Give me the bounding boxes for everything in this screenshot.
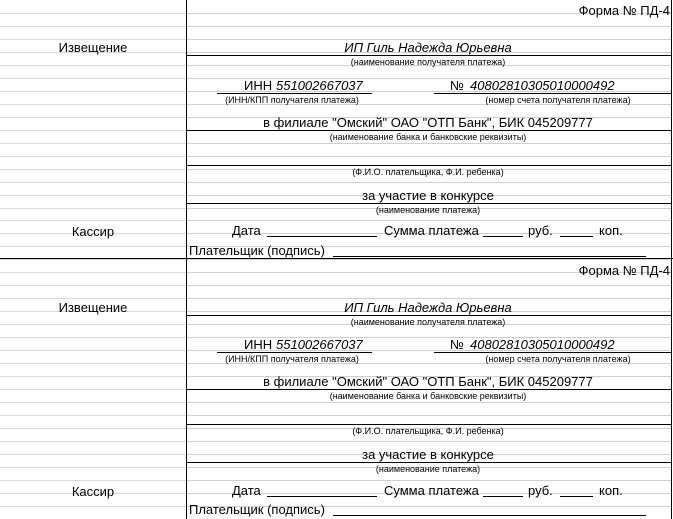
inn-label: ИНН	[244, 337, 273, 352]
inn-line	[217, 93, 372, 94]
grid-row-line	[0, 337, 186, 338]
payee-caption: (наименование получателя платежа)	[350, 317, 506, 327]
payer-line	[186, 165, 672, 166]
grid-row-line	[187, 156, 672, 157]
grid-row-line	[0, 402, 186, 403]
account-value: 40802810305010000492	[470, 78, 615, 93]
form-number: Форма № ПД-4	[578, 263, 670, 278]
grid-row-line	[0, 415, 186, 416]
date-label: Дата	[232, 223, 261, 238]
grid-row-line	[187, 402, 672, 403]
inn-value: 551002667037	[276, 337, 363, 352]
grid-row-line	[0, 182, 186, 183]
grid-row-line	[187, 143, 672, 144]
grid-row-line	[187, 259, 672, 260]
grid-row-line	[187, 182, 672, 183]
date-blank	[267, 224, 377, 237]
date-label: Дата	[232, 483, 261, 498]
account-label: №	[450, 337, 464, 352]
inn-caption: (ИНН/КПП получателя платежа)	[225, 95, 359, 105]
inn-label: ИНН	[244, 78, 273, 93]
signature-label: Плательщик (подпись)	[189, 243, 325, 258]
grid-row-line	[0, 78, 186, 79]
grid-row-line	[0, 454, 186, 455]
account-caption: (номер счета получателя платежа)	[485, 354, 631, 364]
bank-caption: (наименование банка и банковские реквизиты)	[329, 132, 527, 142]
account-value: 40802810305010000492	[470, 337, 615, 352]
form-number: Форма № ПД-4	[578, 3, 670, 18]
grid-row-line	[187, 415, 672, 416]
notice-label: Извещение	[58, 40, 128, 55]
rub-label: руб.	[528, 223, 553, 238]
kop-label: коп.	[599, 223, 623, 238]
date-blank	[267, 484, 377, 497]
grid-row-line	[187, 298, 672, 299]
right-border	[671, 0, 672, 519]
grid-row-line	[0, 506, 186, 507]
grid-row-line	[0, 195, 186, 196]
signature-blank	[333, 503, 646, 516]
grid-row-line	[0, 117, 186, 118]
payee-line	[186, 315, 672, 316]
bank-caption: (наименование банка и банковские реквизиты)	[329, 391, 527, 401]
purpose-line	[186, 203, 672, 204]
grid-row-line	[0, 480, 186, 481]
grid-row-line	[0, 350, 186, 351]
inn-caption: (ИНН/КПП получателя платежа)	[225, 354, 359, 364]
inn-line	[217, 352, 372, 353]
payment-purpose: за участие в конкурсе	[362, 188, 494, 203]
grid-row-line	[0, 363, 186, 364]
account-label: №	[450, 78, 464, 93]
grid-row-line	[0, 467, 186, 468]
grid-row-line	[0, 91, 186, 92]
grid-row-line	[0, 220, 186, 221]
grid-row-line	[187, 441, 672, 442]
rub-blank	[483, 224, 523, 237]
grid-row-line	[0, 65, 186, 66]
cashier-label: Кассир	[71, 224, 115, 239]
cashier-label: Кассир	[71, 484, 115, 499]
rub-blank	[483, 484, 523, 497]
grid-row-line	[0, 259, 186, 260]
inn-value: 551002667037	[276, 78, 363, 93]
grid-row-line	[0, 143, 186, 144]
bank-details: в филиале "Омский" ОАО "ОТП Банк", БИК 045209777	[263, 374, 593, 389]
payee-line	[186, 55, 672, 56]
kop-blank	[560, 484, 593, 497]
grid-row-line	[0, 272, 186, 273]
grid-row-line	[0, 208, 186, 209]
grid-row-line	[0, 428, 186, 429]
grid-row-line	[0, 26, 186, 27]
purpose-caption: (наименование платежа)	[375, 464, 481, 474]
grid-row-line	[187, 26, 672, 27]
signature-label: Плательщик (подпись)	[189, 502, 325, 517]
rub-label: руб.	[528, 483, 553, 498]
bank-line	[186, 130, 672, 131]
grid-row-line	[0, 156, 186, 157]
payee-caption: (наименование получателя платежа)	[350, 57, 506, 67]
account-line	[434, 93, 672, 94]
account-caption: (номер счета получателя платежа)	[485, 95, 631, 105]
column-divider	[186, 0, 187, 519]
account-line	[434, 352, 672, 353]
sum-label: Сумма платежа	[384, 483, 479, 498]
grid-row-line	[0, 298, 186, 299]
payer-caption: (Ф.И.О. плательщика, Ф.И. ребенка)	[352, 167, 504, 177]
grid-row-line	[0, 441, 186, 442]
purpose-caption: (наименование платежа)	[375, 205, 481, 215]
grid-row-line	[187, 220, 672, 221]
grid-row-line	[0, 324, 186, 325]
payer-caption: (Ф.И.О. плательщика, Ф.И. ребенка)	[352, 426, 504, 436]
grid-row-line	[0, 389, 186, 390]
grid-row-line	[187, 285, 672, 286]
grid-row-line	[0, 13, 186, 14]
grid-row-line	[187, 480, 672, 481]
notice-label: Извещение	[58, 300, 128, 315]
payer-line	[186, 424, 672, 425]
grid-row-line	[0, 130, 186, 131]
payee-name: ИП Гиль Надежда Юрьевна	[344, 40, 512, 55]
payee-name: ИП Гиль Надежда Юрьевна	[344, 300, 512, 315]
slip-separator	[0, 258, 673, 259]
grid-row-line	[0, 376, 186, 377]
grid-row-line	[0, 246, 186, 247]
kop-blank	[560, 224, 593, 237]
purpose-line	[186, 462, 672, 463]
grid-row-line	[0, 104, 186, 105]
bank-details: в филиале "Омский" ОАО "ОТП Банк", БИК 045209777	[263, 115, 593, 130]
bank-line	[186, 389, 672, 390]
payment-purpose: за участие в конкурсе	[362, 447, 494, 462]
grid-row-line	[0, 285, 186, 286]
kop-label: коп.	[599, 483, 623, 498]
signature-blank	[333, 244, 646, 257]
grid-row-line	[0, 169, 186, 170]
sum-label: Сумма платежа	[384, 223, 479, 238]
